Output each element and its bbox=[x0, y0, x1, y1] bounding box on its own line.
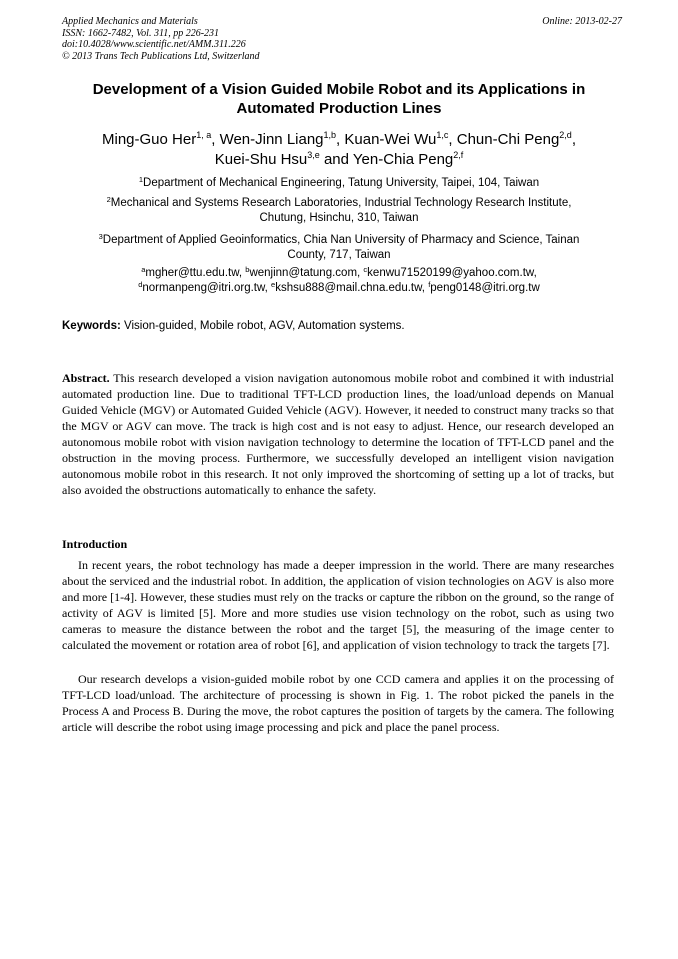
keywords bbox=[62, 319, 616, 334]
abstract-label: Abstract. bbox=[62, 371, 110, 385]
email: $^b$wenjinn@tatung.com, bbox=[245, 265, 364, 279]
author: Ming-Guo Her$^{1, a}$, bbox=[102, 130, 220, 148]
journal-header bbox=[62, 16, 622, 62]
author-list bbox=[62, 130, 616, 170]
paper-title: Development of a Vision Guided Mobile Robot and its Applications in Automated Production Lines bbox=[92, 81, 586, 117]
copyright-line: © 2013 Trans Tech Publications Ltd, Switzerland bbox=[62, 50, 260, 62]
email: $^a$mgher@ttu.edu.tw, bbox=[141, 265, 246, 279]
keywords-text: Vision-guided, Mobile robot, AGV, Automation systems. bbox=[120, 320, 405, 332]
author: Chun-Chi Peng$^{2,d}$, bbox=[456, 130, 576, 148]
affiliation-3: $^3$Department of Applied Geoinformatics, Chia Nan University of Pharmacy and Science, Tainan County, 717, Taiwan bbox=[98, 232, 580, 261]
abstract bbox=[62, 370, 614, 498]
online-date: Online: 2013-02-27 bbox=[542, 16, 622, 27]
email: $^c$kenwu71520199@yahoo.com.tw, bbox=[363, 265, 537, 279]
doi-line: doi:10.4028/www.scientific.net/AMM.311.226 bbox=[62, 39, 246, 50]
keywords-label: Keywords: bbox=[62, 320, 121, 332]
issn-line: ISSN: 1662-7482, Vol. 311, pp 226-231 bbox=[62, 27, 220, 39]
author: Kuan-Wei Wu$^{1,c}$, bbox=[344, 130, 457, 148]
affiliation-1: $^1$Department of Mechanical Engineering, Tatung University, Taipei, 104, Taiwan bbox=[138, 175, 540, 189]
author: Wen-Jinn Liang$^{1,b}$, bbox=[219, 130, 345, 148]
affiliation-2: $^2$Mechanical and Systems Research Laboratories, Industrial Technology Research Institute, Chutung, Hsinchu, 310, Taiwan bbox=[106, 195, 572, 224]
author-emails bbox=[62, 266, 616, 296]
email: $^d$normanpeng@itri.org.tw, bbox=[138, 280, 272, 294]
section-heading-introduction: Introduction bbox=[62, 537, 128, 551]
abstract-text: This research developed a vision navigation autonomous mobile robot and combined it with industrial automated production line. Due to traditional TFT-LCD production lines, the load/unload depends on Manual Guided Vehicle (MGV) or Automated Guided Vehicle (AGV). However, it needed to construct many tracks so that the MGV or AGV can move. The track is high cost and is not easy to adjust. Hence, our research developed an autonomous mobile robot with vision navigation technology to determine the location of TFT-LCD panel and the obstruction in the moving process. Furthermore, we successfully developed an intelligent vision navigation autonomous mobile robot in this research. It not only improved the shortcoming of setting up a lot of tracks, but also avoided the obstructions automatically to enhance the safety. bbox=[62, 371, 614, 497]
email: $^e$kshsu888@mail.chna.edu.tw, bbox=[271, 280, 429, 294]
author: Yen-Chia Peng$^{2,f}$ bbox=[352, 150, 464, 168]
paragraph: Our research develops a vision-guided mobile robot by one CCD camera and applies it on the processing of TFT-LCD load/unload. The architecture of processing is shown in Fig. 1. The robot picked the panels in the Process A and Process B. During the move, the robot captures the position of targets by the camera. The following article will describe the robot using image processing and pick and place the panel process. bbox=[62, 672, 614, 734]
email: $^f$peng0148@itri.org.tw bbox=[428, 280, 540, 294]
journal-name: Applied Mechanics and Materials bbox=[62, 16, 198, 27]
author: Kuei-Shu Hsu$^{3,e}$ and bbox=[214, 150, 353, 168]
paragraph: In recent years, the robot technology has made a deeper impression in the world. There are many researches about the serviced and the industrial robot. In addition, the application of vision technologies on AGV is also more and more [1-4]. However, these studies must rely on the tracks or capture the ribbon on the ground, so the range of activity of AGV is limited [5]. More and more studies use vision technology on the robot, such as using two cameras to measure the distance between the robot and the target [5], the measuring of the image center to calculated the movement or rotation area of robot [6], and application of vision technology to track the targets [7]. bbox=[62, 558, 614, 652]
